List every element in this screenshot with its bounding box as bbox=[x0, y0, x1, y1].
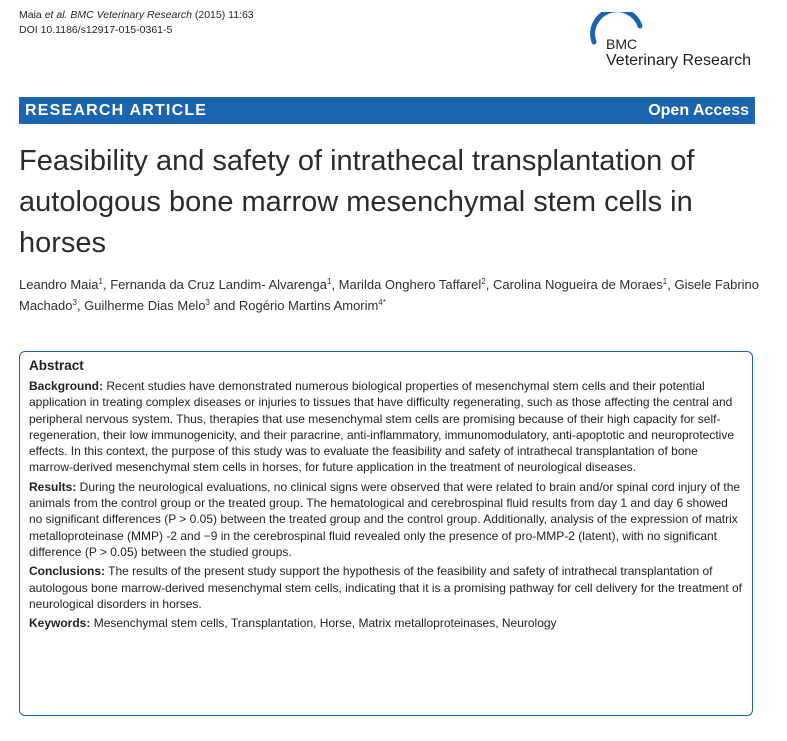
author-name: Marilda Onghero Taffarel bbox=[338, 277, 482, 292]
article-type: RESEARCH ARTICLE bbox=[25, 101, 208, 119]
author-affiliation: 1 bbox=[326, 277, 332, 286]
background-text: Recent studies have demonstrated numerous biological properties of mesenchymal stem cells and their potential application in treating complex diseases or injuries to tissues that have difficulty regenerating, such as those affecting the central and peripheral nervous system. Thus, therapies that use mesenchymal stem cells are promising because of their high capacity for self-regeneration, their low immunogenicity, and their paracrine, anti-inflammatory, immunomodulatory, anti-apoptotic and neuroprotective effects. In this context, the purpose of this study was to evaluate the feasibility and safety of intrathecal transplantation of bone marrow-derived mesenchymal stem cells in horses, for future application in the treatment of neurological diseases. bbox=[29, 379, 735, 475]
abstract-background bbox=[29, 378, 743, 476]
author-affiliation: 1 bbox=[662, 277, 668, 286]
article-title: Feasibility and safety of intrathecal transplantation of autologous bone marrow mesenchymal stem cells in horses bbox=[19, 145, 695, 259]
logo-journal-name: Veterinary Research bbox=[606, 52, 751, 69]
abstract-heading: Abstract bbox=[29, 358, 84, 373]
keywords-label: Keywords: bbox=[29, 616, 91, 631]
citation-authors: Maia bbox=[19, 9, 45, 21]
author-separator: , bbox=[102, 277, 111, 292]
author-separator: , bbox=[331, 277, 339, 292]
citation-journal: BMC Veterinary Research bbox=[70, 9, 192, 21]
citation-line bbox=[19, 8, 254, 23]
conclusions-text: The results of the present study support the hypothesis of the feasibility and safety of intrathecal transplantation of autologous bone marrow-derived mesenchymal stem cells, indicating that it is a promising pathway for cell delivery for the treatment of neurological disorders in horses. bbox=[29, 564, 742, 611]
author-list bbox=[19, 274, 759, 316]
citation-etal: et al. bbox=[44, 9, 68, 21]
author-affiliation: 4* bbox=[378, 298, 386, 307]
author-separator: and bbox=[210, 298, 239, 313]
citation-year-volume: (2015) 11:63 bbox=[191, 9, 254, 21]
author-separator: , bbox=[667, 277, 675, 292]
author-name: Rogério Martins Amorim bbox=[238, 298, 379, 313]
author-affiliation: 3 bbox=[205, 298, 210, 307]
author-affiliation: 3 bbox=[72, 298, 77, 307]
results-text: During the neurological evaluations, no clinical signs were observed that were related to brain and/or spinal cord injury of the animals from the control group or the treated group. The hematological and cerebrospinal fluid results from day 1 and day 6 showed no significant differences (P > 0.05) between the treated group and the control group. Additionally, analysis of the expression of matrix metalloproteinase (MMP) -2 and −9 in the cerebrospinal fluid revealed only the presence of pro-MMP-2 (latent), with no significant difference (P > 0.05) between the studied groups. bbox=[29, 479, 741, 559]
logo-bmc: BMC bbox=[606, 36, 638, 52]
conclusions-label: Conclusions: bbox=[29, 564, 106, 579]
article-banner bbox=[19, 97, 755, 124]
author-name: Guilherme Dias Melo bbox=[84, 298, 206, 313]
author-separator: , bbox=[76, 298, 85, 313]
author-affiliation: 1 bbox=[98, 277, 103, 286]
abstract-results bbox=[29, 479, 743, 560]
author-separator: , bbox=[485, 277, 493, 292]
author-name: Gisele Fabrino Machado bbox=[19, 277, 760, 313]
keywords-text: Mesenchymal stem cells, Transplantation, Horse, Matrix metalloproteinases, Neurology bbox=[90, 616, 557, 631]
background-label: Background: bbox=[29, 379, 104, 393]
journal-logo bbox=[588, 12, 768, 72]
citation-block bbox=[19, 8, 254, 38]
doi: DOI 10.1186/s12917-015-0361-5 bbox=[19, 24, 173, 36]
author-name: Leandro Maia bbox=[19, 277, 99, 292]
abstract-keywords bbox=[29, 615, 743, 631]
author-name: Carolina Nogueira de Moraes bbox=[492, 277, 663, 292]
author-affiliation: 2 bbox=[481, 277, 486, 286]
results-label: Results: bbox=[29, 479, 77, 494]
open-access-label: Open Access bbox=[648, 101, 749, 119]
abstract-conclusions bbox=[29, 563, 743, 612]
author-name: Fernanda da Cruz Landim- Alvarenga bbox=[110, 277, 327, 292]
abstract-box bbox=[19, 351, 753, 716]
